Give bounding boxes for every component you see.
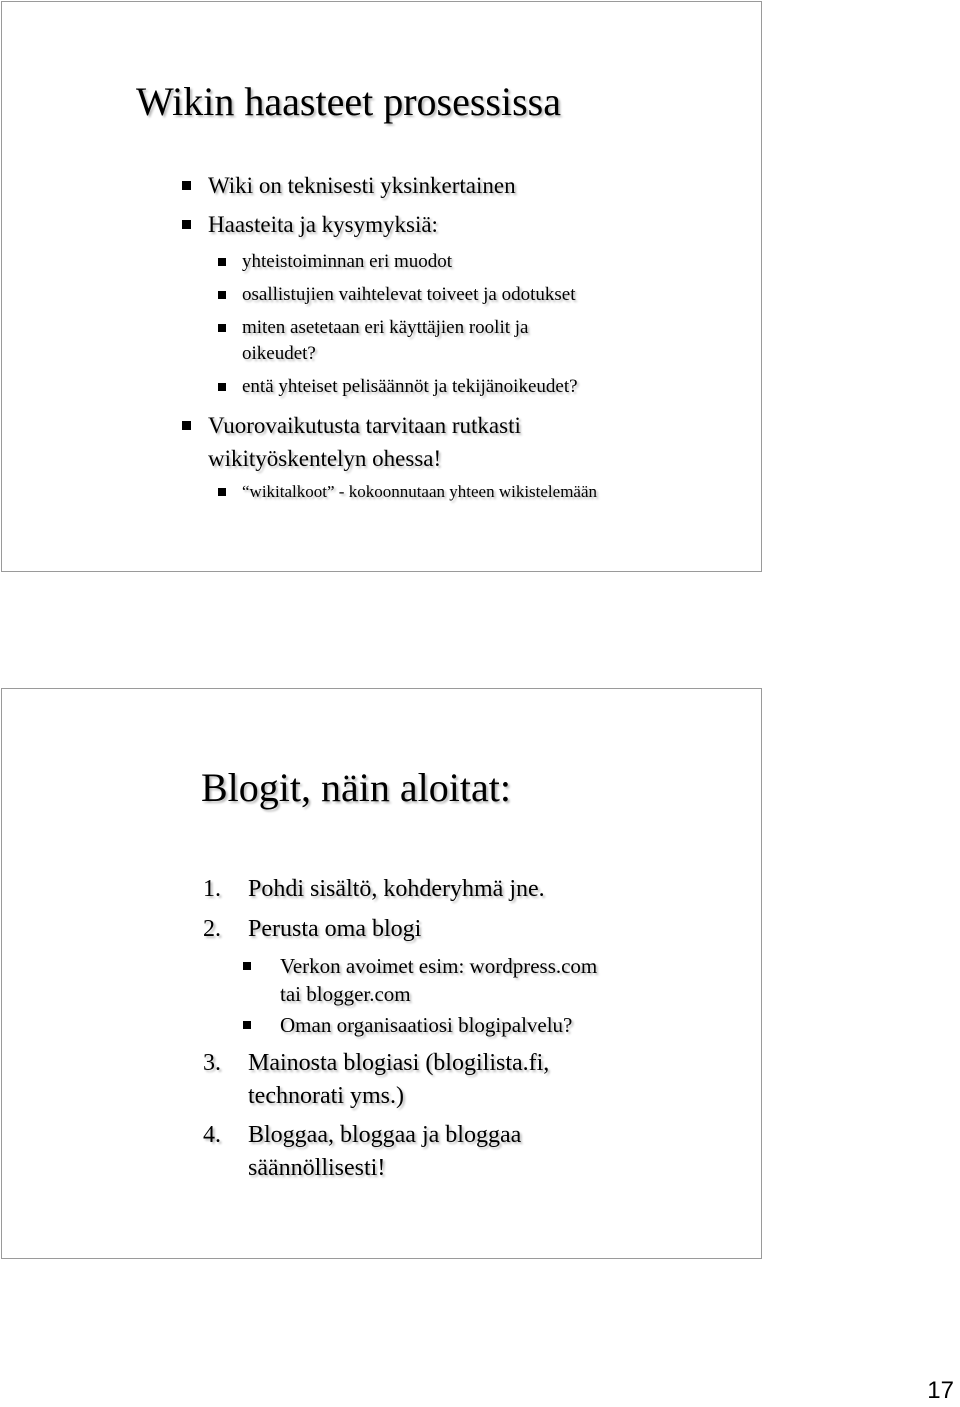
bullet-icon	[182, 421, 191, 430]
slide-1-subitem: entä yhteiset pelisäännöt ja tekijänoikeudet?	[242, 376, 578, 397]
slide-1-subitem: yhteistoiminnan eri muodot	[242, 251, 453, 272]
slide-1-subitem: “wikitalkoot” - kokoonnutaan yhteen wikistelemään	[242, 482, 598, 501]
slide-1-item: Wiki on teknisesti yksinkertainen	[208, 173, 516, 198]
bullet-icon	[218, 383, 226, 391]
bullet-icon	[182, 220, 191, 229]
bullet-icon	[218, 488, 226, 496]
slide-1-title: Wikin haasteet prosessissa	[136, 79, 561, 124]
slide-1-subitem: osallistujien vaihtelevat toiveet ja odotukset	[242, 284, 576, 305]
page-number: 17	[927, 1377, 954, 1404]
slide-2-item-continued: technorati yms.)	[248, 1083, 404, 1109]
bullet-icon	[218, 291, 226, 299]
slide-1-item: Haasteita ja kysymyksiä:	[208, 212, 438, 237]
bullet-icon	[243, 1021, 251, 1029]
slide-1-subitem-continued: oikeudet?	[242, 343, 316, 364]
slide-2-item-continued: säännöllisesti!	[248, 1155, 386, 1181]
slide-2-subitem: Oman organisaatiosi blogipalvelu?	[280, 1013, 573, 1037]
list-number: 4.	[203, 1122, 221, 1148]
slide-1-item: Vuorovaikutusta tarvitaan rutkasti	[208, 413, 521, 438]
slide-2-item: Pohdi sisältö, kohderyhmä jne.	[248, 876, 545, 902]
slide-1-item-continued: wikityöskentelyn ohessa!	[208, 446, 442, 471]
bullet-icon	[182, 181, 191, 190]
slide-1-subitem: miten asetetaan eri käyttäjien roolit ja	[242, 317, 529, 338]
list-number: 2.	[203, 916, 221, 942]
slide-2-item: Bloggaa, bloggaa ja bloggaa	[248, 1122, 522, 1148]
list-number: 1.	[203, 876, 221, 902]
slide-2-title: Blogit, näin aloitat:	[201, 765, 511, 810]
slide-2-item: Perusta oma blogi	[248, 916, 422, 942]
bullet-icon	[243, 962, 251, 970]
bullet-icon	[218, 324, 226, 332]
slide-2-subitem-continued: tai blogger.com	[280, 982, 411, 1006]
slide-2-item: Mainosta blogiasi (blogilista.fi,	[248, 1050, 550, 1076]
bullet-icon	[218, 258, 226, 266]
list-number: 3.	[203, 1050, 221, 1076]
slide-2-subitem: Verkon avoimet esim: wordpress.com	[280, 954, 598, 978]
